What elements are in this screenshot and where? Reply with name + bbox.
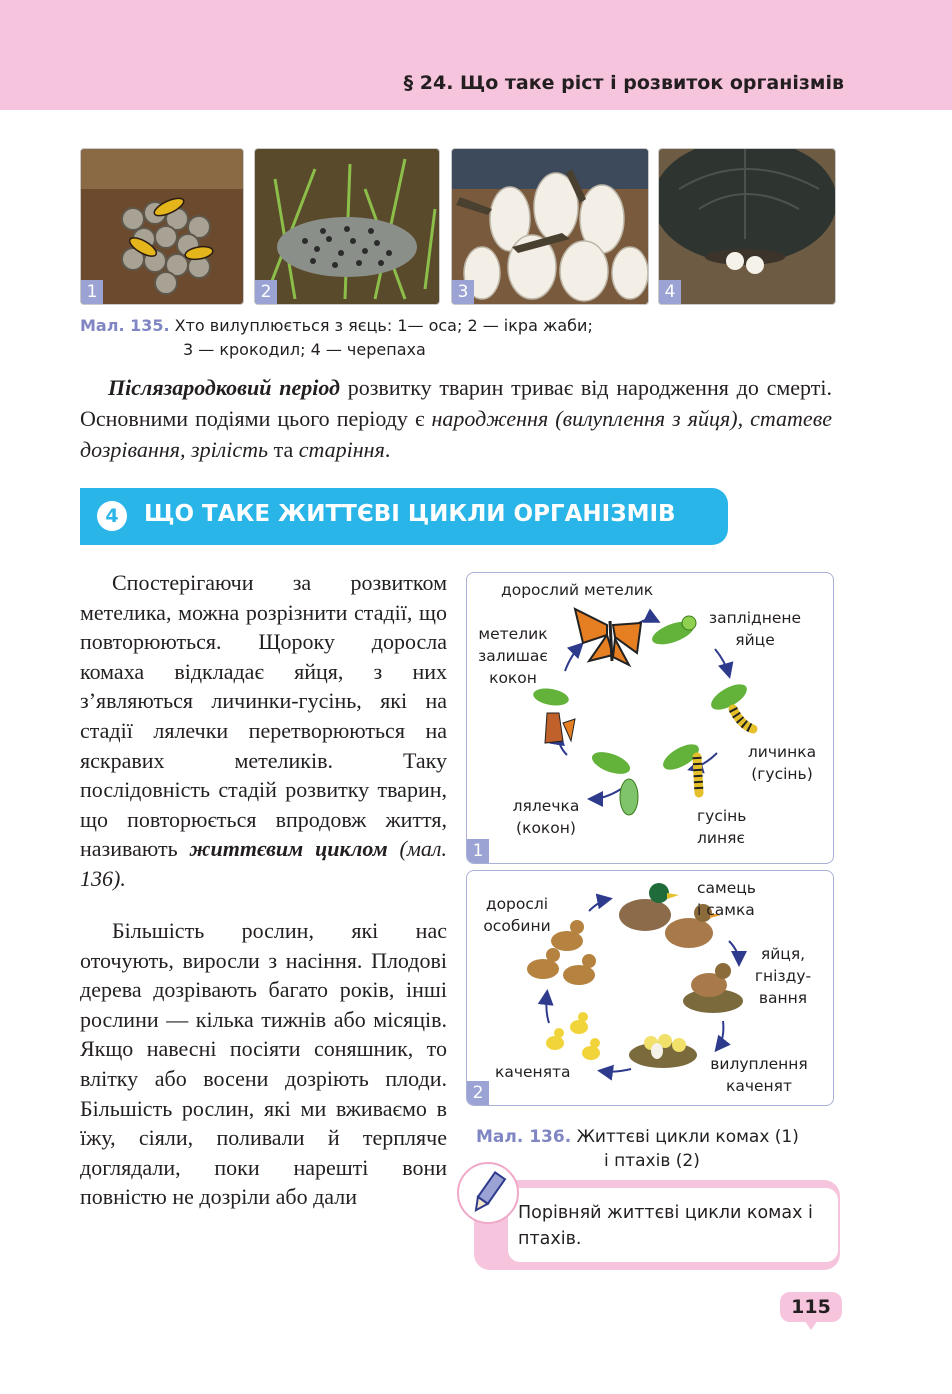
- label-line: і самка: [697, 901, 755, 919]
- label-line: яйця,: [760, 945, 806, 963]
- post-embryonic-paragraph: [80, 372, 832, 465]
- wasp-nest-illustration: [81, 149, 243, 304]
- turtle-eggs-illustration: [659, 149, 835, 304]
- life-cycle-paragraph: [80, 568, 447, 894]
- label-line: метелик: [478, 625, 548, 643]
- stage-fertilized-egg: [705, 607, 805, 651]
- figure-label: Мал. 136.: [476, 1127, 572, 1147]
- label-line: дорослі: [485, 895, 549, 913]
- figure-label: Мал. 135.: [80, 316, 170, 335]
- photo-wasp-nest: [80, 148, 244, 305]
- pencil-badge: [457, 1162, 519, 1224]
- page-number: 115: [780, 1292, 842, 1322]
- nest-with-ducklings-icon: [629, 1034, 697, 1068]
- figure-reference: (мал. 136).: [80, 836, 447, 891]
- label-line: (кокон): [516, 819, 576, 837]
- term-life-cycle: життєвим циклом: [189, 836, 388, 862]
- pupa-icon: [589, 748, 638, 815]
- emerging-butterfly-icon: [532, 686, 575, 743]
- photo-frog-spawn: [254, 148, 440, 305]
- term-post-embryonic: Післязародковий період: [108, 375, 340, 400]
- label-line: гусінь: [697, 807, 747, 825]
- caption-line-1: Життєві цикли комах (1): [571, 1127, 799, 1147]
- crocodile-eggs-illustration: [452, 149, 648, 304]
- stage-pupa: [501, 795, 591, 839]
- para-text: розвитку тварин триває від народження до смерті. Основними подіями цього періоду є: [80, 375, 832, 431]
- para-text: .: [384, 437, 391, 462]
- label-line: вання: [758, 989, 808, 1007]
- caption-line-1: Хто вилуплюється з яєць: 1— оса; 2 — ікра жаби;: [169, 316, 593, 335]
- caption-line-2: 3 — крокодил; 4 — черепаха: [183, 340, 426, 359]
- photo-number: 2: [255, 280, 277, 304]
- stage-adult-butterfly: дорослий метелик: [501, 581, 654, 599]
- drake-icon: [619, 883, 679, 931]
- task-text: Порівняй життєві цикли комах і птахів.: [518, 1203, 813, 1249]
- duck-life-cycle-diagram: [466, 870, 834, 1106]
- label-line: самець: [697, 879, 756, 897]
- pencil-icon: [459, 1164, 517, 1222]
- page-number-tail: [804, 1320, 818, 1330]
- diagram-number: 2: [467, 1081, 489, 1105]
- page-header-title: § 24. Що таке ріст і розвиток організмів: [403, 72, 844, 94]
- figure-136-caption: [476, 1125, 799, 1173]
- section-number: 4: [97, 501, 127, 531]
- label-line: личинка: [747, 743, 817, 761]
- nest-with-eggs-icon: [683, 963, 743, 1013]
- stage-hatching: [703, 1053, 815, 1097]
- figure-135-caption: [80, 314, 593, 362]
- photo-turtle-eggs: [658, 148, 836, 305]
- label-line: кокон: [489, 669, 537, 687]
- molting-caterpillar-icon: [659, 739, 703, 793]
- stage-molting: [697, 805, 746, 849]
- label-line: линяє: [697, 829, 745, 847]
- label-line: лялечка: [512, 797, 580, 815]
- para-italic: народження (вилуплення з яйця), статеве дозрівання, зрілість: [80, 406, 833, 462]
- leaf-with-caterpillar-icon: [707, 679, 753, 729]
- butterfly-icon: [575, 609, 641, 665]
- ducklings-icon: [546, 1012, 600, 1060]
- stage-ducklings: каченята: [495, 1063, 571, 1081]
- plants-paragraph: Більшість рослин, які нас оточують, виросли з насіння. Плодові дерева дозрівають багато років, інші рослини — кілька тижнів або місяців. Якщо навесні посіяти соняшник, то влітку або восени дозріють плоди. Більшість рослин, які ми вживаємо в їжу, сіяли, поливали й терпляче доглядали, поки нарешті вони повністю не дозріли або дали: [80, 918, 447, 1210]
- section-title: ЩО ТАКЕ ЖИТТЄВІ ЦИКЛИ ОРГАНІЗМІВ: [144, 501, 676, 527]
- label-line: запліднене: [708, 609, 802, 627]
- label-line: гнізду-: [754, 967, 812, 985]
- para-text: Спостерігаючи за розвитком метелика, можна розрізнити стадії, що повторюються. Щороку доросла комаха відкладає яйця, з них з’являються личинки-гусінь, які на стадії лялечки перетворюються на яскравих метеликів. Таку послідовність стадій розвитку тварин, що повторюється впродовж життя, називають: [80, 570, 447, 862]
- stage-adults: [477, 893, 557, 937]
- stage-male-female: [697, 877, 756, 921]
- label-line: особини: [483, 917, 551, 935]
- label-line: вилуплення: [710, 1055, 808, 1073]
- diagram-number: 1: [467, 839, 489, 863]
- photo-number: 4: [659, 280, 681, 304]
- stage-leaves-cocoon: [473, 623, 553, 689]
- label-line: (гусінь): [751, 765, 813, 783]
- stage-larva: [737, 741, 827, 785]
- photo-crocodile-eggs: [451, 148, 649, 305]
- para-text: та: [268, 437, 299, 462]
- frog-spawn-illustration: [255, 149, 439, 304]
- photo-number: 1: [81, 280, 103, 304]
- para-italic: старіння: [298, 437, 385, 462]
- stage-eggs-nesting: [743, 943, 823, 1009]
- photo-number: 3: [452, 280, 474, 304]
- caption-line-2: і птахів (2): [604, 1151, 700, 1171]
- label-line: яйце: [735, 631, 775, 649]
- label-line: залишає: [478, 647, 548, 665]
- section-heading: [80, 488, 728, 545]
- label-line: каченят: [725, 1077, 793, 1095]
- butterfly-life-cycle-diagram: [466, 572, 834, 864]
